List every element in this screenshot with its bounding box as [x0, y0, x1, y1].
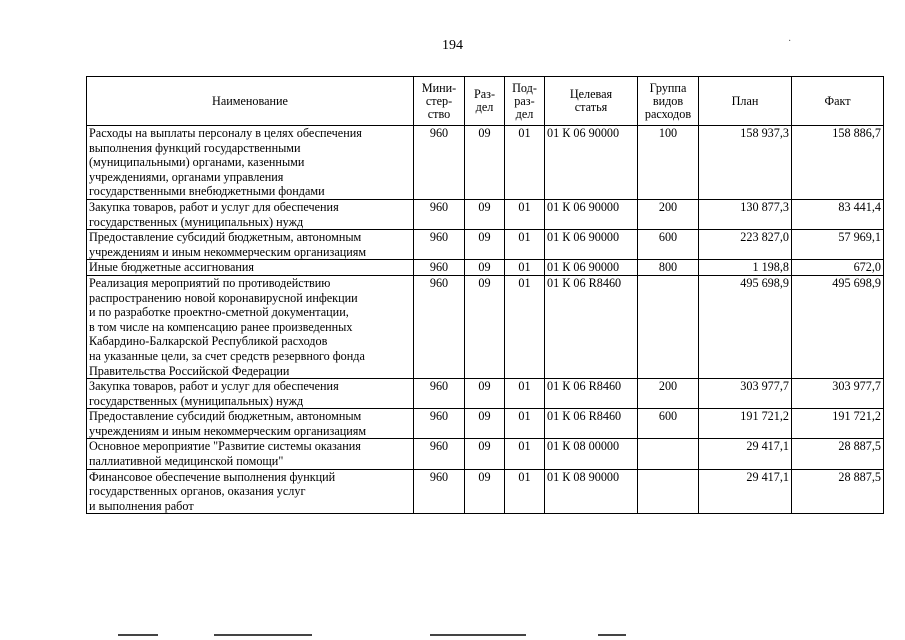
table-header-row — [87, 77, 884, 126]
cell-subsection: 01 — [505, 260, 545, 276]
cell-fact: 303 977,7 — [792, 379, 884, 409]
cell-ministry: 960 — [414, 199, 465, 229]
cell-plan: 495 698,9 — [699, 275, 792, 378]
cell-plan: 29 417,1 — [699, 469, 792, 514]
table-row — [87, 439, 884, 469]
cell-name: Закупка товаров, работ и услуг для обеспечения государственных (муниципальных) нужд — [87, 199, 414, 229]
cell-name: Основное мероприятие "Развитие системы оказания паллиативной медицинской помощи" — [87, 439, 414, 469]
cell-name: Закупка товаров, работ и услуг для обеспечения государственных (муниципальных) нужд — [87, 379, 414, 409]
cell-ministry: 960 — [414, 126, 465, 200]
cell-group: 800 — [638, 260, 699, 276]
cell-fact: 672,0 — [792, 260, 884, 276]
cell-group — [638, 439, 699, 469]
cell-ministry: 960 — [414, 469, 465, 514]
cell-target: 01 К 06 R8460 — [545, 409, 638, 439]
cell-subsection: 01 — [505, 409, 545, 439]
cell-section: 09 — [465, 409, 505, 439]
cell-ministry: 960 — [414, 409, 465, 439]
cell-section: 09 — [465, 379, 505, 409]
cell-target: 01 К 06 90000 — [545, 126, 638, 200]
cell-ministry: 960 — [414, 275, 465, 378]
cell-target: 01 К 06 R8460 — [545, 275, 638, 378]
cell-group — [638, 275, 699, 378]
table-row — [87, 409, 884, 439]
cell-fact: 28 887,5 — [792, 469, 884, 514]
cell-fact: 83 441,4 — [792, 199, 884, 229]
cell-group: 600 — [638, 409, 699, 439]
cell-name: Расходы на выплаты персоналу в целях обеспечения выполнения функций государственными (муниципальными) органами, казенными учреждениями, органами управления государственными внебюджетными фондами — [87, 126, 414, 200]
cell-section: 09 — [465, 126, 505, 200]
header-section: Раз- дел — [465, 77, 505, 126]
table-row — [87, 230, 884, 260]
cell-plan: 130 877,3 — [699, 199, 792, 229]
header-target: Целевая статья — [545, 77, 638, 126]
cell-group — [638, 469, 699, 514]
cell-name: Реализация мероприятий по противодействию распространению новой коронавирусной инфекции и по разработке проектно-сметной документации, в том числе на компенсацию ранее произведенных Кабардино-Балкарской Республикой расходов на указанные цели, за счет средств резервного фонда Правительства Российской Федерации — [87, 275, 414, 378]
cell-target: 01 К 06 90000 — [545, 230, 638, 260]
cell-fact: 57 969,1 — [792, 230, 884, 260]
cell-section: 09 — [465, 275, 505, 378]
cell-subsection: 01 — [505, 379, 545, 409]
cell-section: 09 — [465, 469, 505, 514]
cell-section: 09 — [465, 199, 505, 229]
cell-name: Финансовое обеспечение выполнения функций государственных органов, оказания услуг и выполнения работ — [87, 469, 414, 514]
cell-subsection: 01 — [505, 199, 545, 229]
cell-target: 01 К 08 90000 — [545, 469, 638, 514]
cell-section: 09 — [465, 439, 505, 469]
cell-fact: 158 886,7 — [792, 126, 884, 200]
table-row — [87, 275, 884, 378]
cell-group: 600 — [638, 230, 699, 260]
table-row — [87, 260, 884, 276]
cell-name: Предоставление субсидий бюджетным, автономным учреждениям и иным некоммерческим организациям — [87, 230, 414, 260]
cell-plan: 223 827,0 — [699, 230, 792, 260]
cell-target: 01 К 06 R8460 — [545, 379, 638, 409]
cell-name: Иные бюджетные ассигнования — [87, 260, 414, 276]
page-number: 194 — [442, 38, 463, 53]
cell-fact: 28 887,5 — [792, 439, 884, 469]
cell-ministry: 960 — [414, 230, 465, 260]
cell-subsection: 01 — [505, 230, 545, 260]
cell-plan: 158 937,3 — [699, 126, 792, 200]
cell-plan: 303 977,7 — [699, 379, 792, 409]
header-subsection: Под- раз- дел — [505, 77, 545, 126]
cell-fact: 191 721,2 — [792, 409, 884, 439]
cell-ministry: 960 — [414, 260, 465, 276]
cell-section: 09 — [465, 230, 505, 260]
cell-subsection: 01 — [505, 126, 545, 200]
cell-target: 01 К 06 90000 — [545, 199, 638, 229]
table-row — [87, 126, 884, 200]
cell-subsection: 01 — [505, 469, 545, 514]
header-group: Группа видов расходов — [638, 77, 699, 126]
scan-speck: · — [788, 36, 792, 47]
cell-section: 09 — [465, 260, 505, 276]
cell-group: 200 — [638, 379, 699, 409]
scan-edge-marks — [0, 631, 905, 640]
cell-subsection: 01 — [505, 275, 545, 378]
cell-target: 01 К 06 90000 — [545, 260, 638, 276]
cell-subsection: 01 — [505, 439, 545, 469]
table-row — [87, 469, 884, 514]
cell-name: Предоставление субсидий бюджетным, автономным учреждениям и иным некоммерческим организациям — [87, 409, 414, 439]
header-name: Наименование — [87, 77, 414, 126]
cell-target: 01 К 08 00000 — [545, 439, 638, 469]
header-plan: План — [699, 77, 792, 126]
cell-plan: 191 721,2 — [699, 409, 792, 439]
cell-ministry: 960 — [414, 379, 465, 409]
cell-plan: 29 417,1 — [699, 439, 792, 469]
cell-plan: 1 198,8 — [699, 260, 792, 276]
cell-fact: 495 698,9 — [792, 275, 884, 378]
table-row — [87, 199, 884, 229]
table-row — [87, 379, 884, 409]
cell-group: 200 — [638, 199, 699, 229]
header-ministry: Мини- стер- ство — [414, 77, 465, 126]
cell-group: 100 — [638, 126, 699, 200]
header-fact: Факт — [792, 77, 884, 126]
budget-table — [86, 76, 884, 514]
cell-ministry: 960 — [414, 439, 465, 469]
